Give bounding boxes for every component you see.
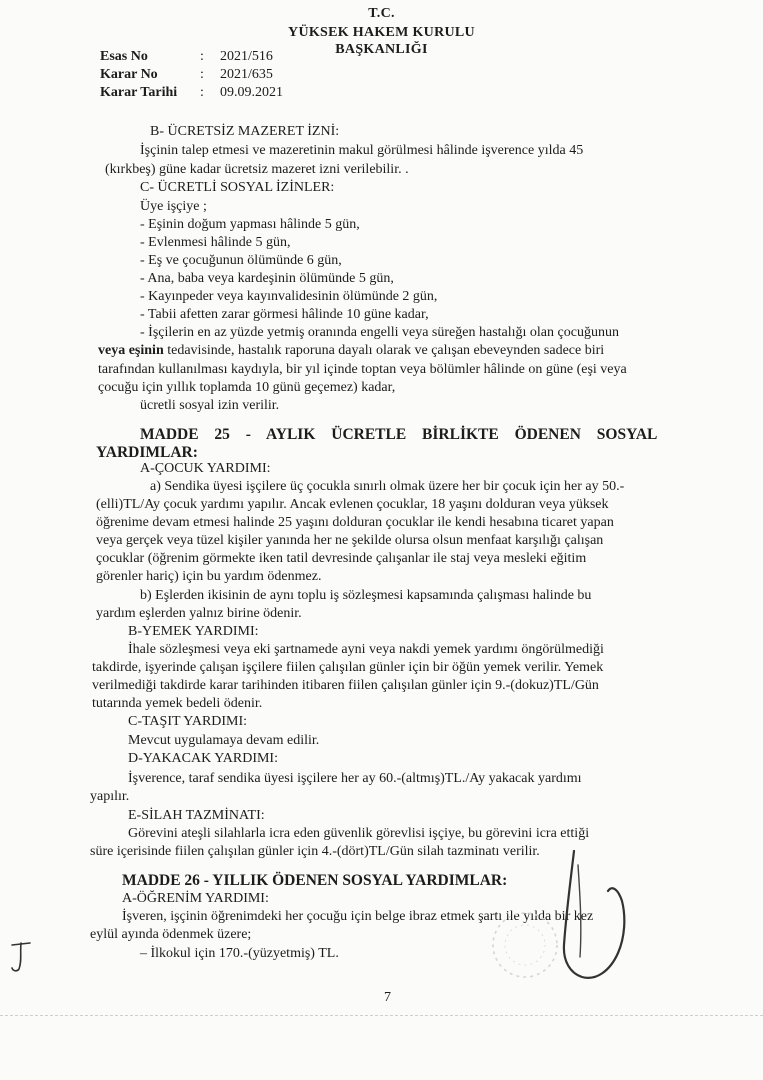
heading-ucretli-sosyal: C- ÜCRETLİ SOSYAL İZİNLER: [140,180,335,195]
text-line: Görevini ateşli silahlarla icra eden güvenlik görevlisi işçiye, bu görevini icra ettiği [128,826,590,841]
heading-ogrenim-yardimi: A-ÖĞRENİM YARDIMI: [122,891,269,906]
margin-initial-mark [8,935,34,975]
meta-karar-no: Karar No : 2021/635 [100,67,273,82]
heading-yakacak-yardimi: D-YAKACAK YARDIMI: [128,751,278,766]
text-line: İşverence, taraf sendika üyesi işçilere her ay 60.-(altmış)TL./Ay yakacak yardımı [128,771,582,786]
text-line: eylül ayında ödenmek üzere; [90,927,252,942]
text-line: İşveren, işçinin öğrenimdeki her çocuğu için belge ibraz etmek şartı ile yılda bir kez [122,909,594,924]
text-line: Mevcut uygulamaya devam edilir. [128,733,320,748]
header-institution: YÜKSEK HAKEM KURULU [288,25,475,40]
text-line: (kırkbeş) güne kadar ücretsiz mazeret izni verilebilir. . [105,162,409,177]
header-tc: T.C. [368,6,395,21]
text-line: yardım eşlerden yalnız birine ödenir. [96,606,302,621]
text-line: Üye işçiye ; [140,199,207,214]
meta-esas-no: Esas No : 2021/516 [100,49,273,64]
list-item: - Kayınpeder veya kayınvalidesinin ölümünde 2 gün, [140,289,438,304]
list-item: - Tabii afetten zarar görmesi hâlinde 10 güne kadar, [140,307,429,322]
text-line: (elli)TL/Ay çocuk yardımı yapılır. Ancak evlenen çocuklar, 18 yaşını dolduran veya yüksek [96,497,609,512]
text-line: verilmediği takdirde karar tarihinden itibaren fiilen çalışılan günler için 9.-(dokuz)TL/Gün [92,678,599,693]
text-line: veya eşinin tedavisinde, hastalık raporuna dayalı olarak ve çalışan ebeveynden sadece biri [98,343,605,358]
heading-cocuk-yardimi: A-ÇOCUK YARDIMI: [140,461,271,476]
list-item: - İşçilerin en az yüzde yetmiş oranında engelli veya süreğen hastalığı olan çocuğunun [140,325,619,340]
text-line: görenler hariç) için bu yardım ödenmez. [96,569,322,584]
list-item: - Evlenmesi hâlinde 5 gün, [140,235,291,250]
text-line: ücretli sosyal izin verilir. [140,398,280,413]
scan-edge-line [0,1015,763,1016]
text-line: a) Sendika üyesi işçilere üç çocukla sınırlı olmak üzere her bir çocuk için her ay 50.- [150,479,625,494]
text-line: tutarında yemek bedeli ödenir. [92,696,263,711]
text-line: süre içerisinde fiilen çalışılan günler için 4.-(dört)TL/Gün silah tazminatı verilir. [90,844,540,859]
heading-ucretsiz-mazeret: B- ÜCRETSİZ MAZERET İZNİ: [150,124,340,139]
text-line: çocuğu için yıllık toplamda 10 günü geçemez) kadar, [98,380,396,395]
article-25-title: MADDE 25 - AYLIK ÜCRETLE BİRLİKTE ÖDENEN SOSYAL [140,426,658,443]
text-line: veya gerçek veya tüzel kişiler yanında her ne şekilde olursa olsun menfaat karşılığı çalışan [96,533,604,548]
list-item: - Ana, baba veya kardeşinin ölümünde 5 gün, [140,271,394,286]
text-line: yapılır. [90,789,130,804]
text-line: çocuklar (öğrenim görmekte iken tatil devresinde çalışanlar ile staj veya mesleki eğitim [96,551,587,566]
text-line: tarafından kullanılması kaydıyla, bir yıl içinde toptan veya bölümler hâlinde on güne (eşi veya [98,362,627,377]
page-number: 7 [384,990,391,1005]
heading-silah-tazminati: E-SİLAH TAZMİNATI: [128,808,265,823]
text-line: İşçinin talep etmesi ve mazeretinin makul görülmesi hâlinde işverence yılda 45 [140,143,584,158]
list-item: - Eş ve çocuğunun ölümünde 6 gün, [140,253,342,268]
list-item: - Eşinin doğum yapması hâlinde 5 gün, [140,217,360,232]
article-26-title: MADDE 26 - YILLIK ÖDENEN SOSYAL YARDIMLAR: [122,872,508,889]
header-department: BAŞKANLIĞI [335,42,428,57]
heading-yemek-yardimi: B-YEMEK YARDIMI: [128,624,259,639]
text-line: öğrenime devam etmesi halinde 25 yaşını dolduran çocuklar ile kendi hesabına ticaret yapan [96,515,614,530]
case-meta [100,48,283,102]
text-line: İhale sözleşmesi veya eki şartnamede ayni veya nakdi yemek yardımı öngörülmediği [128,642,604,657]
faint-stamp [480,905,570,985]
text-line: b) Eşlerden ikisinin de aynı toplu iş sözleşmesi kapsamında çalışması halinde bu [140,588,592,603]
article-25-title-cont: YARDIMLAR: [96,444,198,461]
list-item: – İlkokul için 170.-(yüzyetmiş) TL. [140,946,339,961]
emphasis-veya-esinin: veya eşinin [98,343,164,358]
heading-tasit-yardimi: C-TAŞIT YARDIMI: [128,714,248,729]
meta-karar-tarihi: Karar Tarihi : 09.09.2021 [100,85,283,100]
text-line: takdirde, işyerinde çalışan işçilere fiilen çalışılan günler için bir öğün yemek verilir. Yemek [92,660,604,675]
